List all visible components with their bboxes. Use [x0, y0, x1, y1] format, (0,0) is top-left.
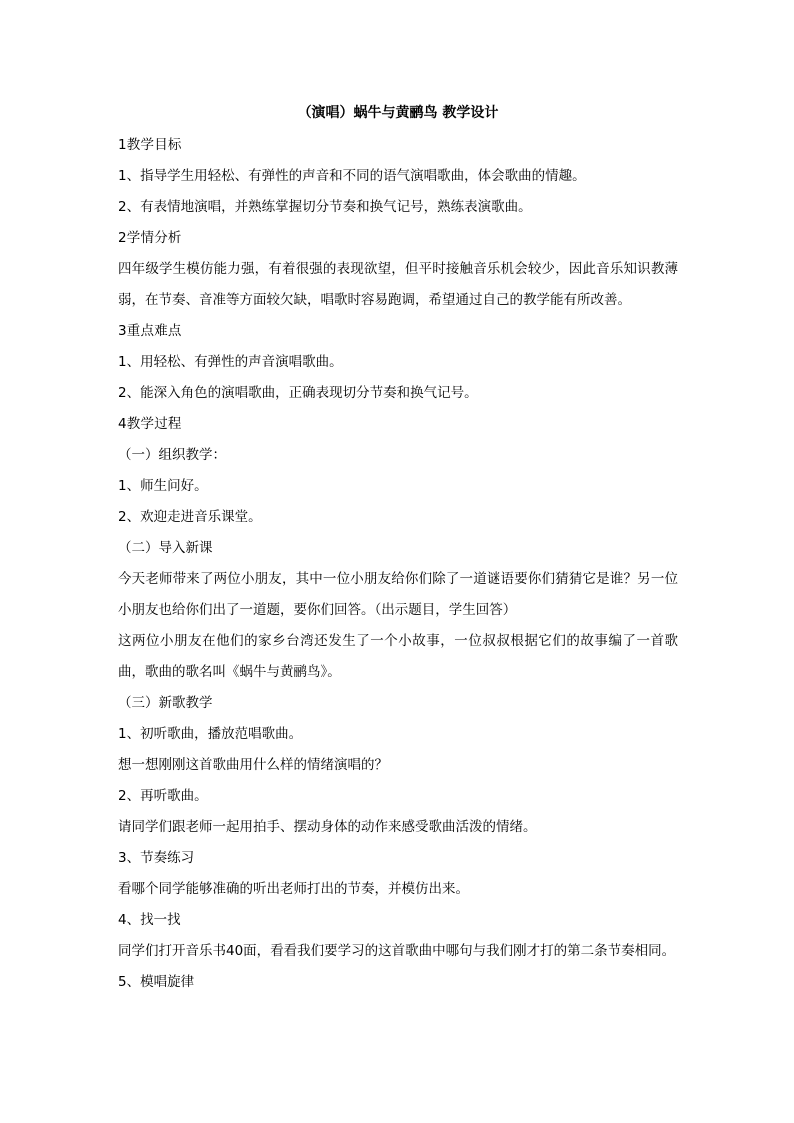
paragraph: 2、有表情地演唱，并熟练掌握切分节奏和换气记号，熟练表演歌曲。: [118, 199, 532, 215]
paragraph: 想一想刚刚这首歌曲用什么样的情绪演唱的？: [118, 757, 388, 773]
paragraph: 看哪个同学能够准确的听出老师打出的节奏，并模仿出来。: [118, 881, 469, 897]
paragraph: 四年级学生模仿能力强，有着很强的表现欲望，但平时接触音乐机会较少，因此音乐知识教薄弱，在节奏、音准等方面较欠缺，唱歌时容易跑调，希望通过自己的教学能有所改善。: [118, 261, 678, 308]
paragraph: 这两位小朋友在他们的家乡台湾还发生了一个小故事，一位叔叔根据它们的故事编了一首歌曲，歌曲的歌名叫《蜗牛与黄鹂鸟》。: [118, 633, 678, 680]
paragraph: 1、初听歌曲，播放范唱歌曲。: [118, 726, 303, 742]
paragraph: 4、找一找: [118, 912, 181, 928]
paragraph: 1、师生问好。: [118, 478, 208, 494]
document-page: [118, 100, 678, 998]
section-heading-key-points: 3重点难点: [118, 323, 182, 339]
paragraph: 同学们打开音乐书40面，看看我们要学习的这首歌曲中哪句与我们刚才打的第二条节奏相同。: [118, 943, 676, 959]
paragraph: （二）导入新课: [118, 540, 213, 556]
paragraph: 请同学们跟老师一起用拍手、摆动身体的动作来感受歌曲活泼的情绪。: [118, 819, 537, 835]
document-title: （演唱）蜗牛与黄鹂鸟 教学设计: [297, 105, 499, 121]
paragraph: （一）组织教学：: [118, 447, 226, 463]
paragraph: 3、节奏练习: [118, 850, 195, 866]
paragraph: （三）新歌教学: [118, 695, 213, 711]
paragraph: 今天老师带来了两位小朋友，其中一位小朋友给你们除了一道谜语要你们猜猜它是谁？另一位小朋友也给你们出了一道题，要你们回答。（出示题目，学生回答）: [118, 571, 678, 618]
section-heading-objectives: 1教学目标: [118, 137, 182, 153]
section-heading-process: 4教学过程: [118, 416, 182, 432]
paragraph: 2、欢迎走进音乐课堂。: [118, 509, 262, 525]
paragraph: 1、用轻松、有弹性的声音演唱歌曲。: [118, 354, 343, 370]
section-heading-analysis: 2学情分析: [118, 230, 182, 246]
paragraph: 2、再听歌曲。: [118, 788, 208, 804]
paragraph: 1、指导学生用轻松、有弹性的声音和不同的语气演唱歌曲，体会歌曲的情趣。: [118, 168, 586, 184]
paragraph: 5、模唱旋律: [118, 974, 195, 990]
paragraph: 2、能深入角色的演唱歌曲，正确表现切分节奏和换气记号。: [118, 385, 478, 401]
